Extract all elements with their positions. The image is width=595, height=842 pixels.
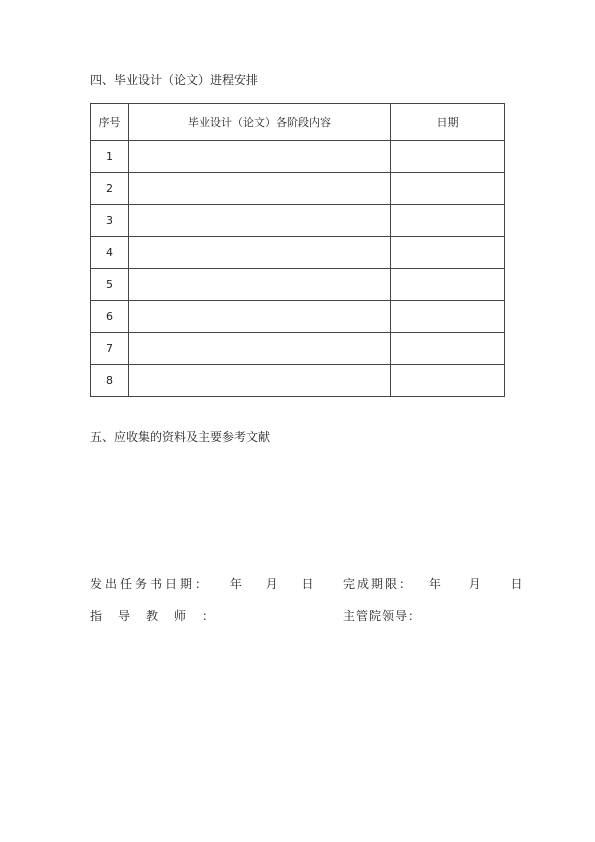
deadline-day-unit: 日 xyxy=(510,577,523,591)
row-no: 7 xyxy=(91,333,129,365)
table-row xyxy=(91,237,505,269)
row-content-cell[interactable] xyxy=(129,141,391,173)
table-row xyxy=(91,301,505,333)
section-4-heading: 四、毕业设计（论文）进程安排 xyxy=(90,73,259,87)
issue-month-unit: 月 xyxy=(265,577,278,591)
row-date-cell[interactable] xyxy=(391,237,505,269)
row-content-cell[interactable] xyxy=(129,301,391,333)
issue-day-unit: 日 xyxy=(301,577,314,591)
header-content: 毕业设计（论文）各阶段内容 xyxy=(129,104,391,141)
section-5-heading: 五、应收集的资料及主要参考文献 xyxy=(90,430,271,444)
table-row xyxy=(91,333,505,365)
deadline-year-unit: 年 xyxy=(428,577,441,591)
row-no: 2 xyxy=(91,173,129,205)
row-date-cell[interactable] xyxy=(391,301,505,333)
table-header-row xyxy=(91,104,505,141)
row-content-cell[interactable] xyxy=(129,173,391,205)
table-row xyxy=(91,365,505,397)
row-content-cell[interactable] xyxy=(129,205,391,237)
row-date-cell[interactable] xyxy=(391,269,505,301)
table-row xyxy=(91,141,505,173)
row-date-cell[interactable] xyxy=(391,173,505,205)
deadline-month-unit: 月 xyxy=(468,577,481,591)
row-no: 3 xyxy=(91,205,129,237)
row-no: 1 xyxy=(91,141,129,173)
row-date-cell[interactable] xyxy=(391,205,505,237)
row-no: 8 xyxy=(91,365,129,397)
table-row xyxy=(91,173,505,205)
dean-label: 主管院领导： xyxy=(343,609,422,623)
row-no: 6 xyxy=(91,301,129,333)
row-no: 5 xyxy=(91,269,129,301)
row-content-cell[interactable] xyxy=(129,269,391,301)
header-no: 序号 xyxy=(91,104,129,141)
issue-year-unit: 年 xyxy=(229,577,242,591)
row-date-cell[interactable] xyxy=(391,365,505,397)
table-row xyxy=(91,205,505,237)
row-content-cell[interactable] xyxy=(129,333,391,365)
advisor-line xyxy=(90,609,230,623)
issue-date-line xyxy=(90,577,314,591)
row-no: 4 xyxy=(91,237,129,269)
table-row xyxy=(91,269,505,301)
row-date-cell[interactable] xyxy=(391,141,505,173)
row-content-cell[interactable] xyxy=(129,237,391,269)
row-date-cell[interactable] xyxy=(391,333,505,365)
row-content-cell[interactable] xyxy=(129,365,391,397)
header-date: 日期 xyxy=(391,104,505,141)
deadline-label: 完成期限： xyxy=(343,577,414,591)
deadline-line xyxy=(343,577,523,591)
schedule-table xyxy=(90,103,505,397)
dean-line xyxy=(343,609,421,623)
issue-date-label: 发出任务书日期： xyxy=(90,577,211,591)
advisor-label: 指导教师： xyxy=(90,609,231,623)
